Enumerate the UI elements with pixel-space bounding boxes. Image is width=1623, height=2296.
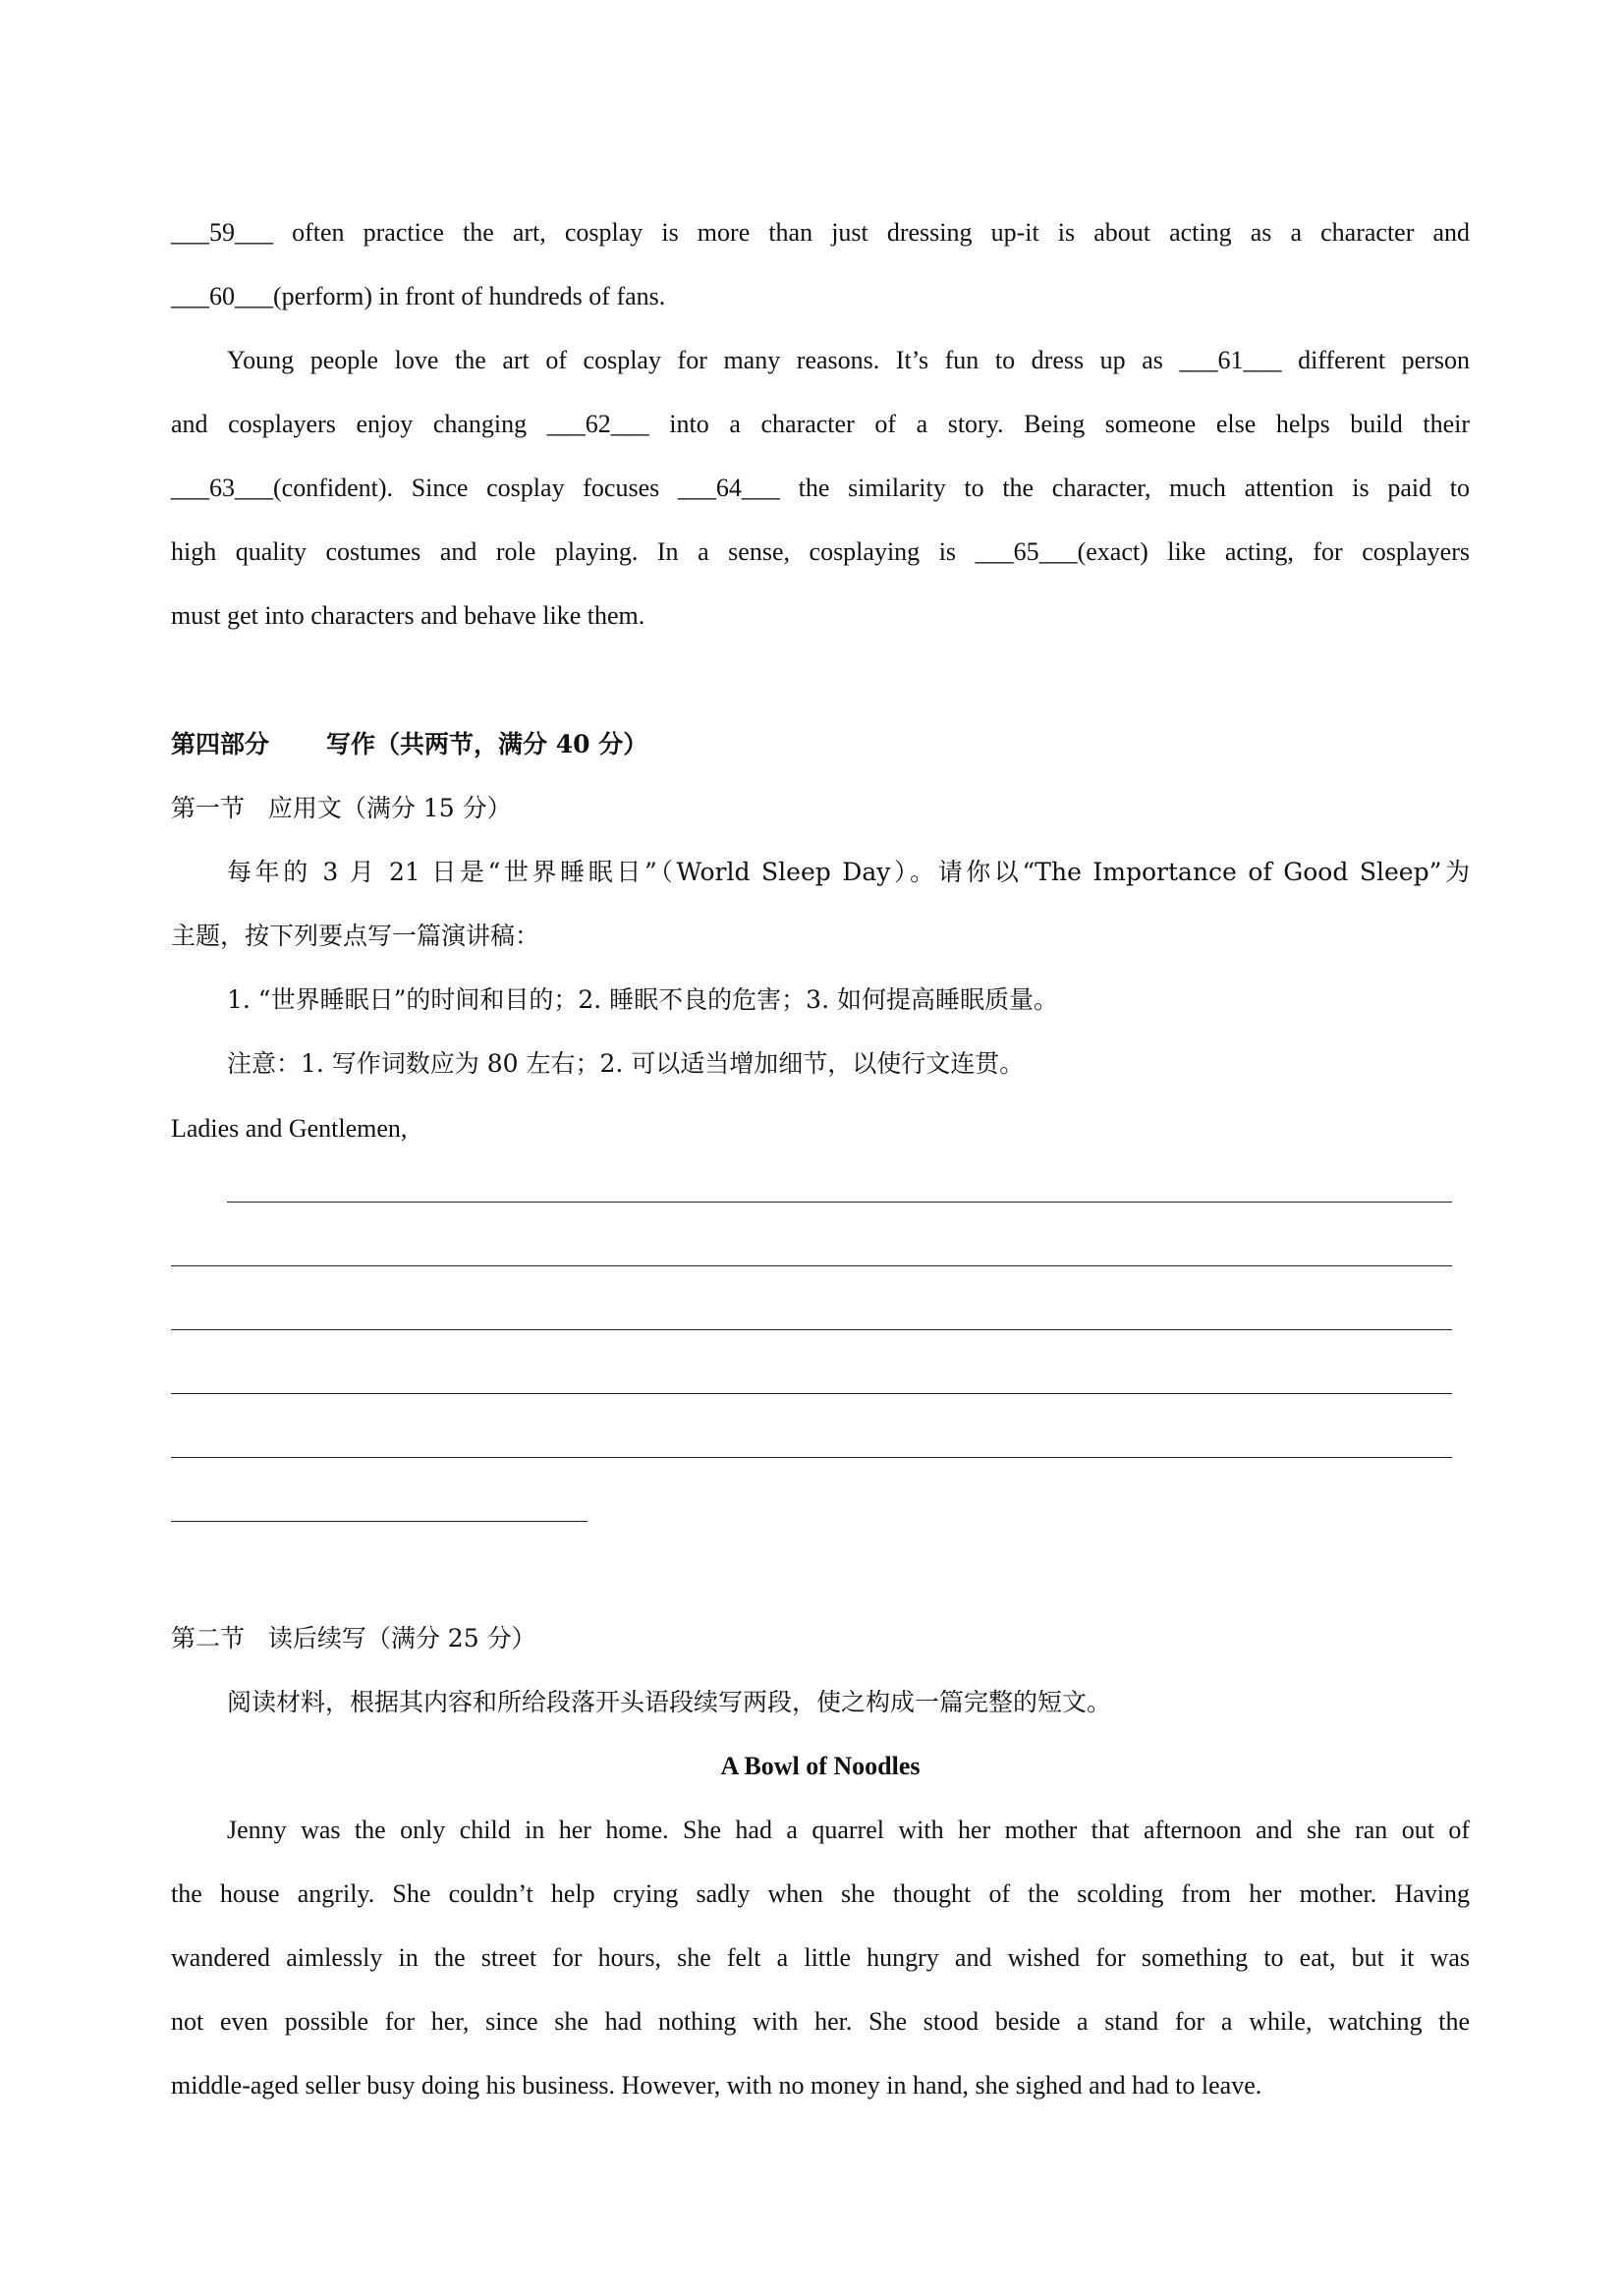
passage-line: ___60___(perform) in front of hundreds of fans. — [171, 282, 666, 310]
passage-line: Young people love the art of cosplay for many reasons. It’s fun to dress up as ___61___ different person — [227, 346, 1470, 374]
story-line: middle-aged seller busy doing his business. However, with no money in hand, she sighed and had to leave. — [171, 2071, 1262, 2100]
passage-line: and cosplayers enjoy changing ___62___ into a character of a story. Being someone else helps build their — [171, 410, 1470, 438]
writing-line — [171, 1329, 1452, 1330]
passage-line: must get into characters and behave like them. — [171, 601, 645, 630]
section2-label: 第二节 — [171, 1624, 246, 1652]
story-line: wandered aimlessly in the street for hours, she felt a little hungry and wished for something to eat, but it was — [171, 1943, 1470, 1972]
passage-line: ___63___(confident). Since cosplay focuses ___64___ the similarity to the character, much attention is paid to — [171, 474, 1470, 502]
writing-line — [227, 1202, 1452, 1203]
story-line: not even possible for her, since she had nothing with her. She stood beside a stand for a while, watching the — [171, 2007, 1470, 2036]
story-line: the house angrily. She couldn’t help crying sadly when she thought of the scolding from her mother. Having — [171, 1879, 1470, 1908]
section1-heading — [171, 791, 1470, 826]
writing-line — [171, 1521, 588, 1522]
story-line: Jenny was the only child in her home. She had a quarrel with her mother that afternoon and she ran out of — [227, 1816, 1470, 1844]
section1-desc: 应用文（满分 15 分） — [267, 794, 512, 822]
section1-label: 第一节 — [171, 794, 246, 822]
section2-heading — [171, 1621, 1470, 1656]
writing-line — [171, 1265, 1452, 1266]
passage-line: high quality costumes and role playing. In a sense, cosplaying is ___65___(exact) like acting, for cosplayers — [171, 537, 1470, 566]
part4-title-label: 第四部分 — [171, 730, 270, 758]
section1-prompt-line: 主题，按下列要点写一篇演讲稿： — [171, 922, 540, 950]
section2-instruction: 阅读材料，根据其内容和所给段落开头语段续写两段，使之构成一篇完整的短文。 — [227, 1688, 1112, 1716]
section1-prompt-line: 每年的 3 月 21 日是“世界睡眠日”（World Sleep Day）。请你以“The Importance of Good Sleep”为 — [227, 858, 1470, 886]
part4-title — [171, 727, 1470, 762]
section2-desc: 读后续写（满分 25 分） — [267, 1624, 536, 1652]
part4-title-desc: 写作（共两节，满分 40 分） — [326, 730, 648, 758]
passage-line: ___59___ often practice the art, cosplay is more than just dressing up-it is about acting as a character and — [171, 218, 1470, 247]
section1-points: 1. “世界睡眠日”的时间和目的；2. 睡眠不良的危害；3. 如何提高睡眠质量。 — [227, 985, 1058, 1014]
writing-line — [171, 1393, 1452, 1394]
writing-line — [171, 1457, 1452, 1458]
section1-notes: 注意：1. 写作词数应为 80 左右；2. 可以适当增加细节，以使行文连贯。 — [227, 1049, 1025, 1078]
story-title: A Bowl of Noodles — [720, 1752, 921, 1780]
salutation: Ladies and Gentlemen, — [171, 1114, 408, 1143]
